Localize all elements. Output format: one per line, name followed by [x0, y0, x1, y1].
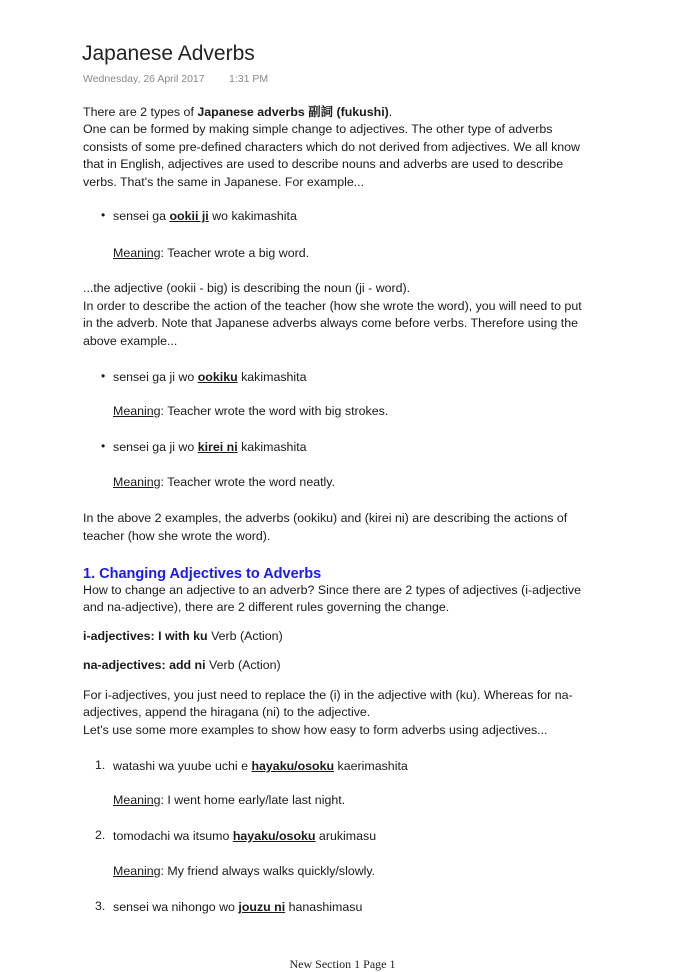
paragraph-line: above example... — [83, 334, 178, 348]
paragraph-line: ...the adjective (ookii - big) is describing the noun (ji - word). — [83, 281, 411, 295]
page-footer: New Section 1 Page 1 — [289, 957, 396, 971]
list-item: tomodachi wa itsumo hayaku/osoku arukimasu — [113, 829, 377, 843]
paragraph-line: In order to describe the action of the teacher (how she wrote the word), you will need to put — [83, 299, 582, 313]
list-number: 2. — [95, 828, 106, 842]
page-date: Wednesday, 26 April 2017 — [83, 73, 205, 85]
list-item: watashi wa yuube uchi e hayaku/osoku kaerimashita — [113, 759, 408, 773]
intro-line: verbs. That's the same in Japanese. For example... — [83, 175, 365, 189]
page-title: Japanese Adverbs — [82, 42, 255, 65]
paragraph-line: in the adverb. Note that Japanese adverbs always come before verbs. Therefore using the — [83, 316, 578, 330]
example-sentence: sensei ga ji wo ookiku kakimashita — [113, 370, 307, 384]
paragraph-line: and na-adjective), there are 2 different rules governing the change. — [83, 600, 450, 614]
example-meaning: Meaning: My friend always walks quickly/slowly. — [113, 864, 376, 878]
rule-na-adjectives: na-adjectives: add ni Verb (Action) — [83, 658, 281, 672]
list-number: 1. — [95, 758, 106, 772]
example-sentence: sensei ga ookii ji wo kakimashita — [113, 209, 297, 223]
intro-line: consists of some pre-defined characters which do not derived from adjectives. We all know — [83, 140, 581, 154]
intro-line: One can be formed by making simple change to adjectives. The other type of adverbs — [83, 122, 553, 136]
paragraph-line: For i-adjectives, you just need to replace the (i) in the adjective with (ku). Whereas for na- — [83, 688, 573, 702]
intro-line: There are 2 types of Japanese adverbs 副詞 (fukushi). — [83, 105, 393, 119]
paragraph-line: teacher (how she wrote the word). — [83, 529, 271, 543]
paragraph-line: adjectives, append the hiragana (ni) to the adjective. — [83, 705, 371, 719]
example-meaning: Meaning: Teacher wrote the word with big strokes. — [113, 404, 389, 418]
paragraph-line: How to change an adjective to an adverb? Since there are 2 types of adjectives (i-adjective — [83, 583, 581, 597]
bullet-icon: • — [101, 439, 106, 453]
rule-i-adjectives: i-adjectives: I with ku Verb (Action) — [83, 629, 283, 643]
list-number: 3. — [95, 899, 106, 913]
paragraph-line: Let's use some more examples to show how easy to form adverbs using adjectives... — [83, 723, 548, 737]
example-meaning: Meaning: Teacher wrote the word neatly. — [113, 475, 336, 489]
bullet-icon: • — [101, 369, 106, 383]
paragraph-line: In the above 2 examples, the adverbs (ookiku) and (kirei ni) are describing the actions of — [83, 511, 568, 525]
example-sentence: sensei ga ji wo kirei ni kakimashita — [113, 440, 307, 454]
example-meaning: Meaning: Teacher wrote a big word. — [113, 246, 310, 260]
section-heading: 1. Changing Adjectives to Adverbs — [83, 566, 322, 582]
page-time: 1:31 PM — [229, 73, 269, 85]
list-item: sensei wa nihongo wo jouzu ni hanashimasu — [113, 900, 363, 914]
intro-line: that in English, adjectives are used to describe nouns and adverbs are used to describe — [83, 157, 564, 171]
bullet-icon: • — [101, 208, 106, 222]
example-meaning: Meaning: I went home early/late last night. — [113, 793, 346, 807]
